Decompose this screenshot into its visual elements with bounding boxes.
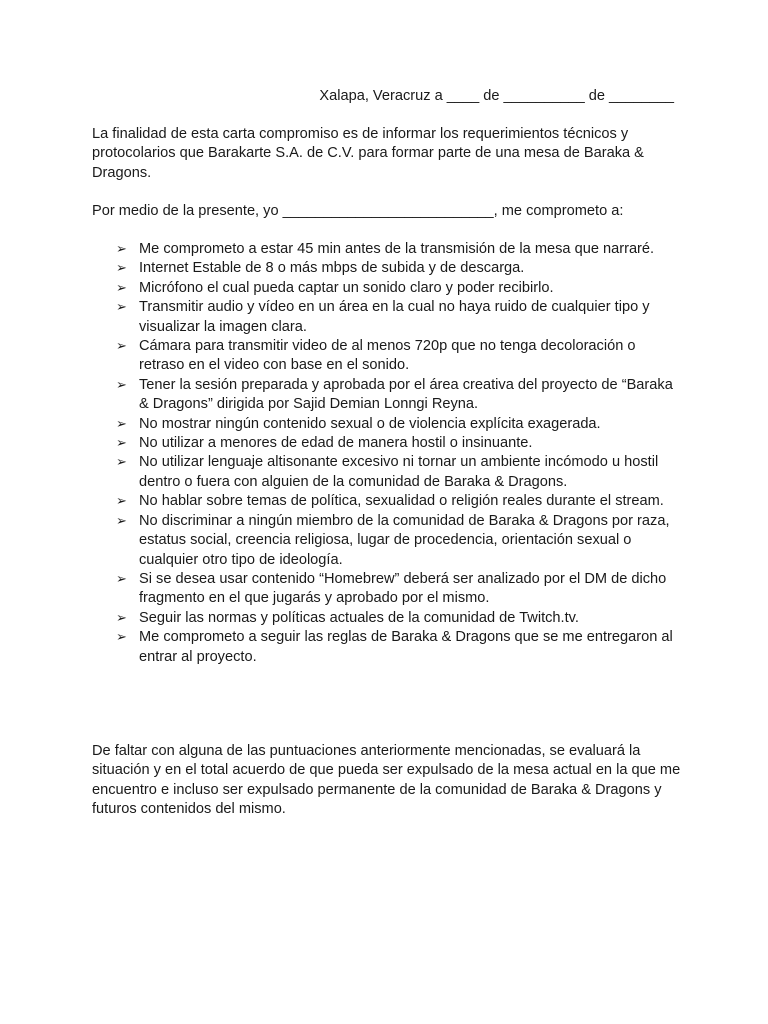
commitment-item	[116, 240, 676, 259]
commitment-item	[116, 628, 676, 667]
arrow-bullet-icon: ➢	[116, 630, 127, 646]
commitment-item	[116, 415, 676, 434]
commitment-text: No mostrar ningún contenido sexual o de violencia explícita exagerada.	[139, 415, 601, 432]
commitment-text: Tener la sesión preparada y aprobada por el área creativa del proyecto de “Baraka & Dragons” dirigida por Sajid Demian Lonngi Reyna.	[139, 376, 673, 413]
arrow-bullet-icon: ➢	[116, 494, 127, 510]
dateline: Xalapa, Veracruz a ____ de __________ de ________	[319, 88, 674, 104]
commitment-text: Me comprometo a estar 45 min antes de la transmisión de la mesa que narraré.	[139, 241, 655, 257]
arrow-bullet-icon: ➢	[116, 280, 127, 296]
commitment-item	[116, 512, 676, 570]
arrow-bullet-icon: ➢	[116, 261, 127, 277]
arrow-bullet-icon: ➢	[116, 436, 127, 452]
commitment-text: Transmitir audio y vídeo en un área en la cual no haya ruido de cualquier tipo y visualizar la imagen clara.	[139, 299, 650, 335]
commitment-text: Micrófono el cual pueda captar un sonido claro y poder recibirlo.	[139, 279, 554, 296]
commitment-item	[116, 434, 676, 453]
commitment-text: No utilizar lenguaje altisonante excesivo ni tornar un ambiente incómodo u hostil dentro o fuera con alguien de la comunidad de Baraka & Dragons.	[139, 454, 659, 490]
arrow-bullet-icon: ➢	[116, 455, 127, 471]
pledge-paragraph: Por medio de la presente, yo __________________________, me comprometo a:	[92, 203, 624, 219]
arrow-bullet-icon: ➢	[116, 571, 127, 587]
commitment-text: Cámara para transmitir video de al menos 720p que no tenga decoloración o retraso en el video con base en el sonido.	[139, 338, 636, 374]
commitment-item	[116, 570, 676, 609]
commitment-text: Internet Estable de 8 o más mbps de subida y de descarga.	[139, 260, 525, 277]
commitment-item	[116, 492, 676, 511]
arrow-bullet-icon: ➢	[116, 242, 127, 257]
commitment-item	[116, 279, 676, 298]
commitment-text: No discriminar a ningún miembro de la comunidad de Baraka & Dragons por raza, estatus social, creencia religiosa, lugar de procedencia, orientación sexual o cualquier otro tipo de ideología.	[139, 512, 670, 568]
arrow-bullet-icon: ➢	[116, 513, 127, 529]
commitment-text: Si se desea usar contenido “Homebrew” deberá ser analizado por el DM de dicho fragmento en el que jugarás y aprobado por el mismo.	[139, 570, 667, 607]
commitments-list	[116, 240, 676, 667]
commitment-text: No hablar sobre temas de política, sexualidad o religión reales durante el stream.	[139, 493, 664, 510]
commitment-item	[116, 337, 676, 376]
commitment-text: Me comprometo a seguir las reglas de Baraka & Dragons que se me entregaron al entrar al proyecto.	[139, 629, 673, 665]
closing-paragraph: De faltar con alguna de las puntuaciones anteriormente mencionadas, se evaluará la situación y en el total acuerdo de que pueda ser expulsado de la mesa actual en la que me encuentro e incluso ser expulsado permanente de la comunidad de Baraka & Dragons y futuros contenidos del mismo.	[92, 743, 681, 818]
commitment-item	[116, 298, 676, 337]
commitment-item	[116, 453, 676, 492]
commitment-item	[116, 376, 676, 415]
intro-paragraph: La finalidad de esta carta compromiso es de informar los requerimientos técnicos y protocolarios que Barakarte S.A. de C.V. para formar parte de una mesa de Baraka & Dragons.	[92, 126, 644, 181]
commitment-text: No utilizar a menores de edad de manera hostil o insinuante.	[139, 435, 533, 452]
commitment-item	[116, 259, 676, 278]
arrow-bullet-icon: ➢	[116, 610, 127, 626]
arrow-bullet-icon: ➢	[116, 416, 127, 432]
arrow-bullet-icon: ➢	[116, 339, 127, 355]
commitment-item	[116, 609, 676, 628]
arrow-bullet-icon: ➢	[116, 377, 127, 393]
commitment-text: Seguir las normas y políticas actuales de la comunidad de Twitch.tv.	[139, 609, 579, 626]
arrow-bullet-icon: ➢	[116, 300, 127, 316]
